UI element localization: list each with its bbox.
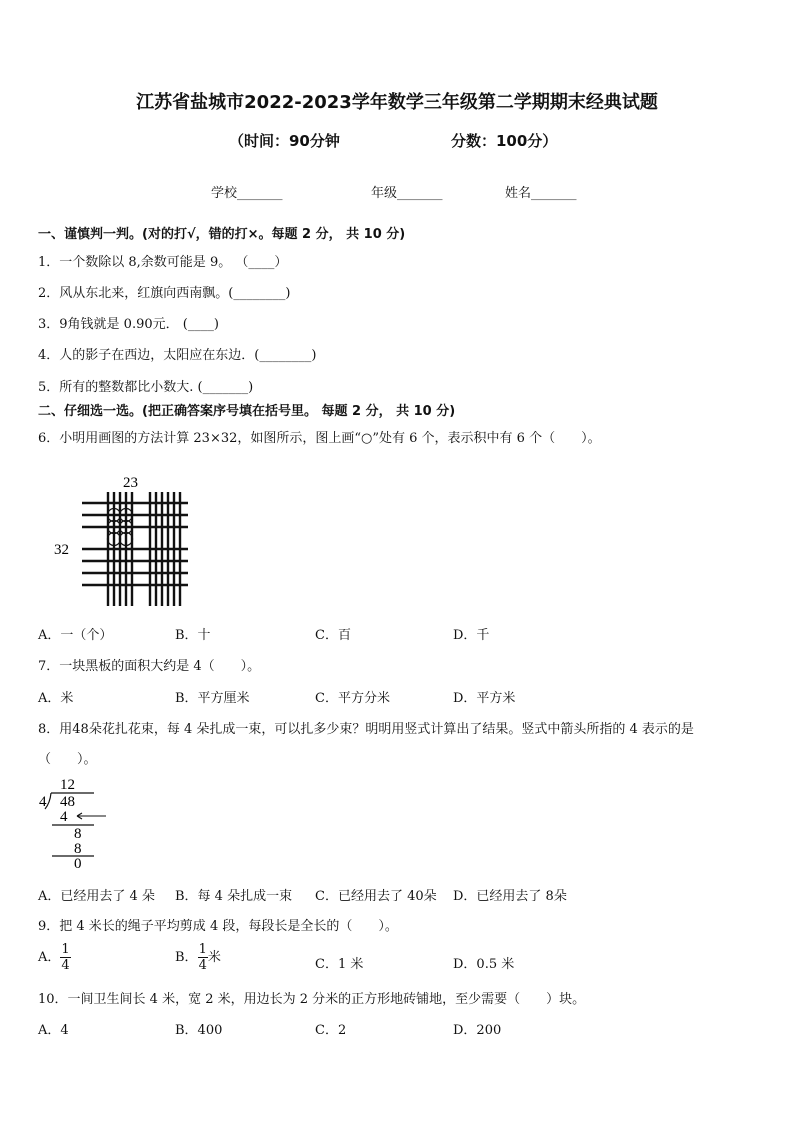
q7-option-c: C．平方分米	[315, 691, 390, 706]
q10-option-c: C．2	[315, 1023, 347, 1038]
figure-lines	[82, 492, 188, 606]
q7-option-d: D．平方米	[453, 691, 516, 706]
q9-option-d: D．0.5 米	[453, 957, 515, 972]
q9-option-a	[38, 942, 71, 973]
q7-option-b: B．平方厘米	[175, 691, 250, 706]
q6-option-b: B．十	[175, 628, 211, 643]
question-7: 7．一块黑板的面积大约是 4（ ）。	[38, 659, 261, 674]
division-dividend: 48	[60, 794, 75, 810]
exam-score: 分数：100分）	[451, 132, 558, 150]
q9-option-b	[175, 942, 221, 973]
question-9: 9．把 4 米长的绳子平均剪成 4 段，每段长是全长的（ ）。	[38, 919, 398, 934]
long-division-figure	[36, 775, 116, 870]
school-field: 学校_______	[211, 186, 283, 201]
question-5: 5．所有的整数都比小数大. (_______)	[38, 380, 254, 395]
q8-option-d: D．已经用去了 8朵	[453, 889, 567, 904]
q9-option-b-label: B．	[175, 950, 198, 965]
q9-option-b-unit: 米	[207, 950, 221, 965]
division-quotient: 12	[60, 777, 75, 793]
division-step2: 8	[74, 826, 82, 842]
q6-option-d: D．千	[453, 628, 490, 643]
question-3: 3．9角钱就是 0.90元． (____)	[38, 317, 219, 332]
figure-label-23: 23	[123, 475, 138, 491]
q9-option-c: C．1 米	[315, 957, 364, 972]
q8-option-b: B．每 4 朵扎成一束	[175, 889, 293, 904]
q10-option-d: D．200	[453, 1023, 502, 1038]
question-4: 4．人的影子在西边，太阳应在东边．(________)	[38, 348, 317, 363]
division-remainder: 0	[74, 856, 82, 870]
question-1: 1．一个数除以 8,余数可能是 9。 （____）	[38, 255, 288, 270]
q8-option-a: A．已经用去了 4 朵	[38, 889, 155, 904]
question-6: 6．小明用画图的方法计算 23×32，如图所示，图上画“○”处有 6 个，表示积中有 6 个（ ）。	[38, 431, 601, 446]
fraction-one-quarter: $\frac{1}{4}$	[198, 942, 207, 973]
figure-label-32: 32	[54, 542, 69, 558]
section-1-heading: 一、谨慎判一判。(对的打√，错的打×。每题 2 分， 共 10 分)	[38, 227, 406, 242]
question-8: 8．用48朵花扎花束，每 4 朵扎成一束，可以扎多少束？明明用竖式计算出了结果。竖式中箭头所指的 4 表示的是	[38, 722, 694, 737]
line-multiplication-figure	[50, 470, 200, 610]
division-step3: 8	[74, 841, 82, 857]
q7-option-a: A．米	[38, 691, 74, 706]
q6-option-c: C．百	[315, 628, 351, 643]
division-divisor: 4	[39, 794, 47, 810]
question-2: 2．风从东北来，红旗向西南飘。(________)	[38, 286, 291, 301]
q9-option-a-label: A．	[38, 950, 61, 965]
exam-time: （时间：90分钟	[229, 132, 340, 150]
name-field: 姓名_______	[505, 186, 577, 201]
question-8-blank: （ ）。	[38, 752, 97, 767]
grade-field: 年级_______	[371, 186, 443, 201]
q6-option-a: A．一（个）	[38, 628, 113, 643]
question-10: 10．一间卫生间长 4 米，宽 2 米，用边长为 2 分米的正方形地砖铺地，至少需要（ ）块。	[38, 992, 586, 1007]
section-2-heading: 二、仔细选一选。(把正确答案序号填在括号里。 每题 2 分， 共 10 分)	[38, 404, 456, 419]
page-title: 江苏省盐城市2022-2023学年数学三年级第二学期期末经典试题	[136, 92, 658, 113]
q8-option-c: C．已经用去了 40朵	[315, 889, 437, 904]
fraction-one-quarter: $\frac{1}{4}$	[61, 942, 70, 973]
q10-option-b: B．400	[175, 1023, 223, 1038]
q10-option-a: A．4	[38, 1023, 69, 1038]
division-step1: 4	[60, 809, 68, 825]
